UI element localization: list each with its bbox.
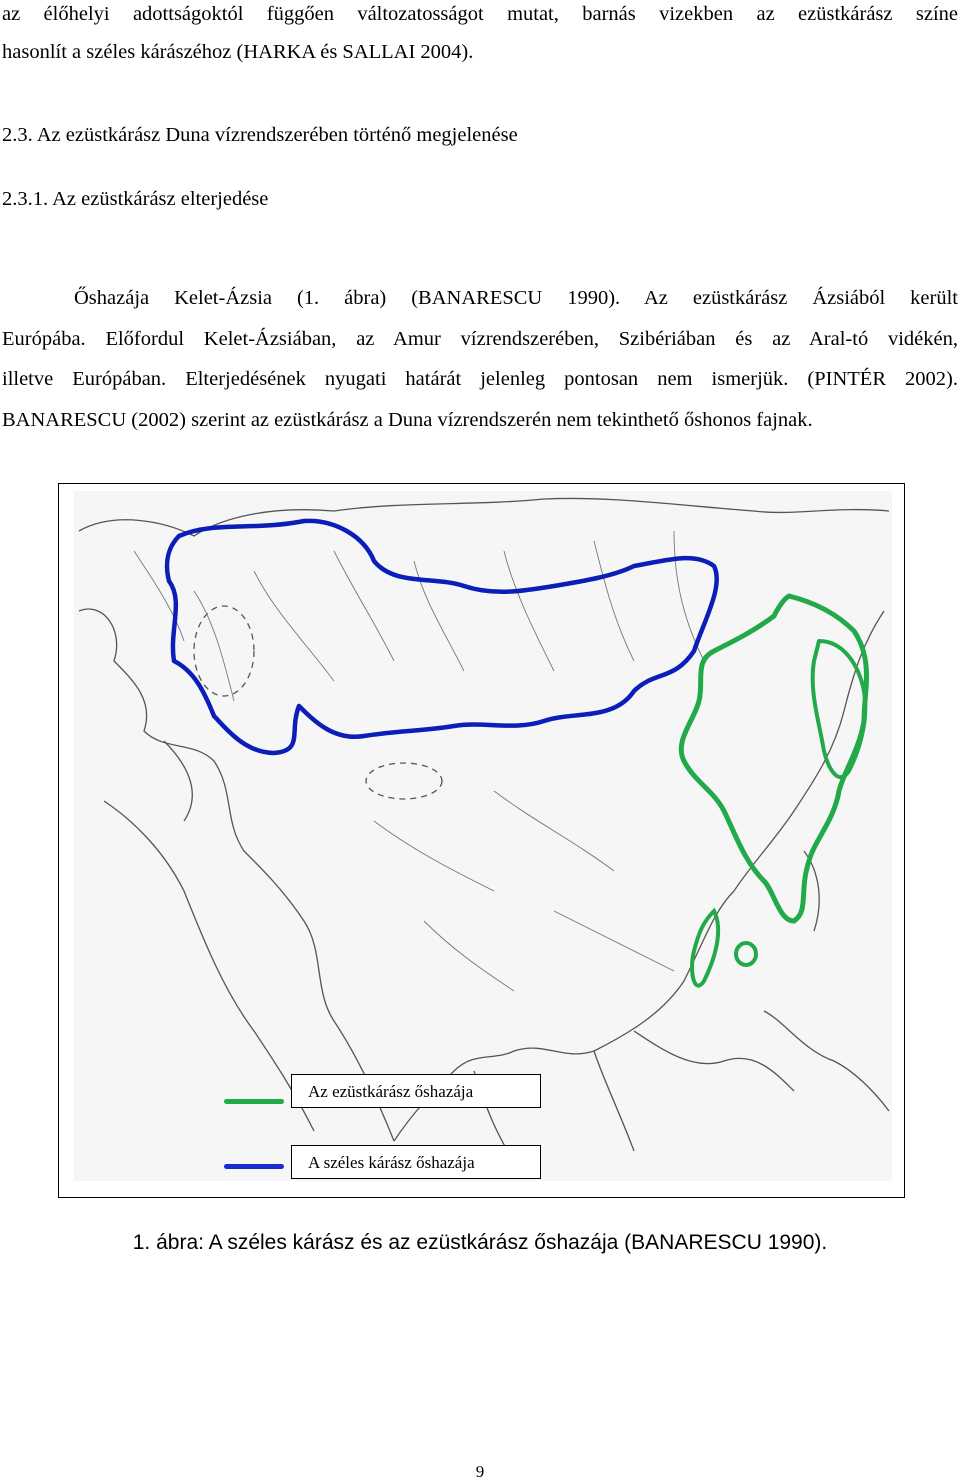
figure-caption: 1. ábra: A széles kárász és az ezüstkárász őshazája (BANARESCU 1990). [132,1231,828,1254]
intro-line-2: hasonlít a széles kárászéhoz (HARKA és SALLAI 2004). [2,41,474,63]
legend-blue-swatch [224,1164,284,1169]
page-number: 9 [475,1462,485,1481]
legend-green-swatch [224,1099,284,1104]
body-line-1: Őshazája Kelet-Ázsia (1. ábra) (BANARESCU 1990). Az ezüstkárász Ázsiából került [74,287,958,309]
legend-green-label: Az ezüstkárász őshazája [291,1074,541,1108]
body-line-2: Európába. Előfordul Kelet-Ázsiában, az Amur vízrendszerében, Szibériában és az Aral-tó vidékén, [2,328,958,350]
legend-blue-label: A széles kárász őshazája [291,1145,541,1179]
figure-frame [58,483,905,1198]
intro-line-1: az élőhelyi adottságoktól függően változatosságot mutat, barnás vizekben az ezüstkárász színe [2,3,958,25]
body-line-3: illetve Európában. Elterjedésének nyugati határát jelenleg pontosan nem ismerjük. (PINTÉR 2002). [2,368,958,390]
section-heading-2-3-1: 2.3.1. Az ezüstkárász elterjedése [2,188,269,210]
section-heading-2-3: 2.3. Az ezüstkárász Duna vízrendszerében történő megjelenése [2,124,518,146]
body-line-4: BANARESCU (2002) szerint az ezüstkárász a Duna vízrendszerén nem tekinthető őshonos fajnak. [2,409,813,431]
